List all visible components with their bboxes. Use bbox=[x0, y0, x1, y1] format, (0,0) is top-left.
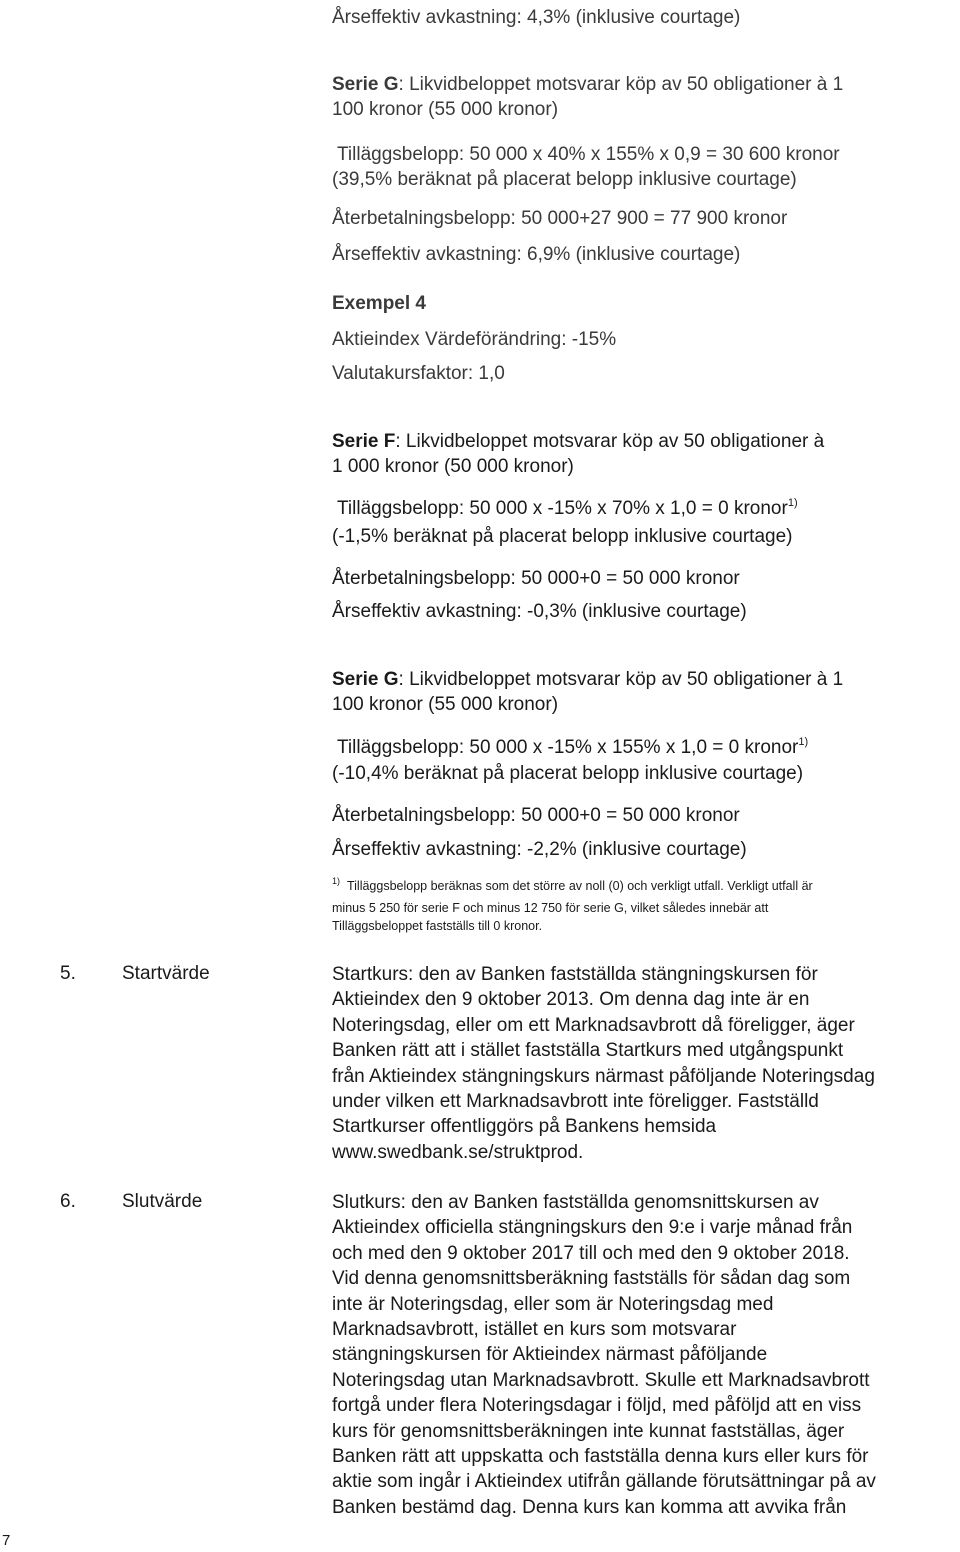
serie-f-intro-line2: 1 000 kronor (50 000 kronor) bbox=[332, 456, 574, 477]
supplement-amount-line2: (39,5% beräknat på placerat belopp inklusive courtage) bbox=[332, 169, 797, 190]
section-6-body bbox=[332, 1190, 960, 1520]
section-6-line: Noteringsdag utan Marknadsavbrott. Skulle ett Marknadsavbrott bbox=[332, 1369, 870, 1391]
serie-f-supplement-line1 bbox=[337, 497, 798, 521]
serie-g-intro-line1 bbox=[332, 73, 843, 97]
serie-g2-intro-text: : Likvidbeloppet motsvarar köp av 50 obligationer à 1 bbox=[398, 669, 844, 690]
serie-g-intro-text: : Likvidbeloppet motsvarar köp av 50 obligationer à 1 bbox=[398, 74, 844, 95]
serie-f-annual-return: Årseffektiv avkastning: -0,3% (inklusive courtage) bbox=[332, 601, 747, 622]
section-6-line: och med den 9 oktober 2017 till och med den 9 oktober 2018. bbox=[332, 1242, 850, 1264]
section-5-line: under vilken ett Marknadsavbrott inte föreligger. Fastställd bbox=[332, 1091, 819, 1113]
footnote-ref: 1) bbox=[787, 497, 798, 509]
section-5-title: Startvärde bbox=[122, 963, 210, 984]
serie-g2-supplement-text: Tilläggsbelopp: 50 000 x -15% x 155% x 1,0 = 0 kronor bbox=[337, 737, 799, 758]
section-5-line: Noteringsdag, eller om ett Marknadsavbrott då föreligger, äger bbox=[332, 1014, 855, 1036]
annual-return-line: Årseffektiv avkastning: 4,3% (inklusive courtage) bbox=[332, 7, 741, 28]
serie-f-supplement-line2: (-1,5% beräknat på placerat belopp inklusive courtage) bbox=[332, 526, 793, 547]
serie-g2-annual-return: Årseffektiv avkastning: -2,2% (inklusive courtage) bbox=[332, 839, 747, 860]
section-5-body bbox=[332, 962, 960, 1165]
section-6-line: inte är Noteringsdag, eller som är Noteringsdag med bbox=[332, 1293, 774, 1315]
section-5-line: Startkurser offentliggörs på Bankens hemsida bbox=[332, 1116, 717, 1138]
section-5-line: Startkurs: den av Banken fastställda stängningskursen för bbox=[332, 964, 818, 985]
fx-factor: Valutakursfaktor: 1,0 bbox=[332, 363, 505, 384]
section-6-line: Banken bestämd dag. Denna kurs kan komma att avvika från bbox=[332, 1496, 847, 1518]
annual-return: Årseffektiv avkastning: 6,9% (inklusive courtage) bbox=[332, 244, 741, 265]
footnote-line1 bbox=[332, 878, 813, 895]
section-5-line: Banken rätt att i stället fastställa Startkurs med utgångspunkt bbox=[332, 1040, 844, 1062]
serie-f-intro-text: : Likvidbeloppet motsvarar köp av 50 obligationer à bbox=[395, 431, 825, 452]
serie-g-intro-line2: 100 kronor (55 000 kronor) bbox=[332, 99, 559, 120]
serie-g2-supplement-line1 bbox=[337, 736, 808, 760]
page-number: 7 bbox=[2, 1532, 11, 1549]
serie-f-label: Serie F bbox=[332, 431, 396, 452]
section-5-line: från Aktieindex stängningskurs närmast påföljande Noteringsdag bbox=[332, 1065, 875, 1087]
section-5-line: Aktieindex den 9 oktober 2013. Om denna dag inte är en bbox=[332, 989, 810, 1011]
footnote-line2: minus 5 250 för serie F och minus 12 750 för serie G, vilket således innebär att bbox=[332, 901, 769, 915]
section-6-line: Banken rätt att uppskatta och fastställa denna kurs eller kurs för bbox=[332, 1446, 869, 1468]
serie-g2-supplement-line2: (-10,4% beräknat på placerat belopp inklusive courtage) bbox=[332, 763, 804, 784]
section-5-number: 5. bbox=[60, 963, 76, 984]
section-6-line: aktie som ingår i Aktieindex utifrån gällande förutsättningar på av bbox=[332, 1471, 876, 1493]
repayment-amount: Återbetalningsbelopp: 50 000+27 900 = 77 900 kronor bbox=[332, 208, 788, 229]
section-6-line: Slutkurs: den av Banken fastställda genomsnittskursen av bbox=[332, 1192, 819, 1213]
serie-g2-repayment: Återbetalningsbelopp: 50 000+0 = 50 000 kronor bbox=[332, 805, 740, 826]
serie-g2-label: Serie G bbox=[332, 669, 399, 690]
serie-f-supplement-text: Tilläggsbelopp: 50 000 x -15% x 70% x 1,0 = 0 kronor bbox=[337, 498, 788, 519]
footnote-marker: 1) bbox=[332, 876, 341, 886]
section-5-url: www.swedbank.se/struktprod. bbox=[332, 1141, 584, 1163]
section-6-line: stängningskursen för Aktieindex närmast påföljande bbox=[332, 1344, 768, 1366]
serie-g2-intro-line2: 100 kronor (55 000 kronor) bbox=[332, 694, 559, 715]
section-6-line: fortgå under flera Noteringsdagar i följd, med påföljd att en viss bbox=[332, 1395, 862, 1417]
example-heading: Exempel 4 bbox=[332, 293, 426, 314]
section-6-line: Vid denna genomsnittsberäkning fastställs för sådan dag som bbox=[332, 1268, 851, 1290]
section-6-line: kurs för genomsnittsberäkningen inte kunnat fastställas, äger bbox=[332, 1420, 845, 1442]
serie-g-label: Serie G bbox=[332, 74, 399, 95]
footnote-text: Tilläggsbelopp beräknas som det större av noll (0) och verkligt utfall. Verkligt utfall är bbox=[346, 879, 813, 893]
footnote-line3: Tilläggsbeloppet fastställs till 0 kronor. bbox=[332, 919, 543, 933]
section-6-line: Marknadsavbrott, istället en kurs som motsvarar bbox=[332, 1319, 737, 1341]
section-6-number: 6. bbox=[60, 1191, 76, 1212]
footnote-ref: 1) bbox=[798, 736, 809, 748]
serie-f-repayment: Återbetalningsbelopp: 50 000+0 = 50 000 kronor bbox=[332, 568, 740, 589]
section-6-line: Aktieindex officiella stängningskurs den 9:e i varje månad från bbox=[332, 1217, 853, 1239]
serie-f-intro-line1 bbox=[332, 430, 824, 454]
serie-g2-intro-line1 bbox=[332, 668, 843, 692]
supplement-amount-line1: Tilläggsbelopp: 50 000 x 40% x 155% x 0,9 = 30 600 kronor bbox=[337, 144, 840, 165]
index-change: Aktieindex Värdeförändring: -15% bbox=[332, 329, 617, 350]
section-6-title: Slutvärde bbox=[122, 1191, 203, 1212]
